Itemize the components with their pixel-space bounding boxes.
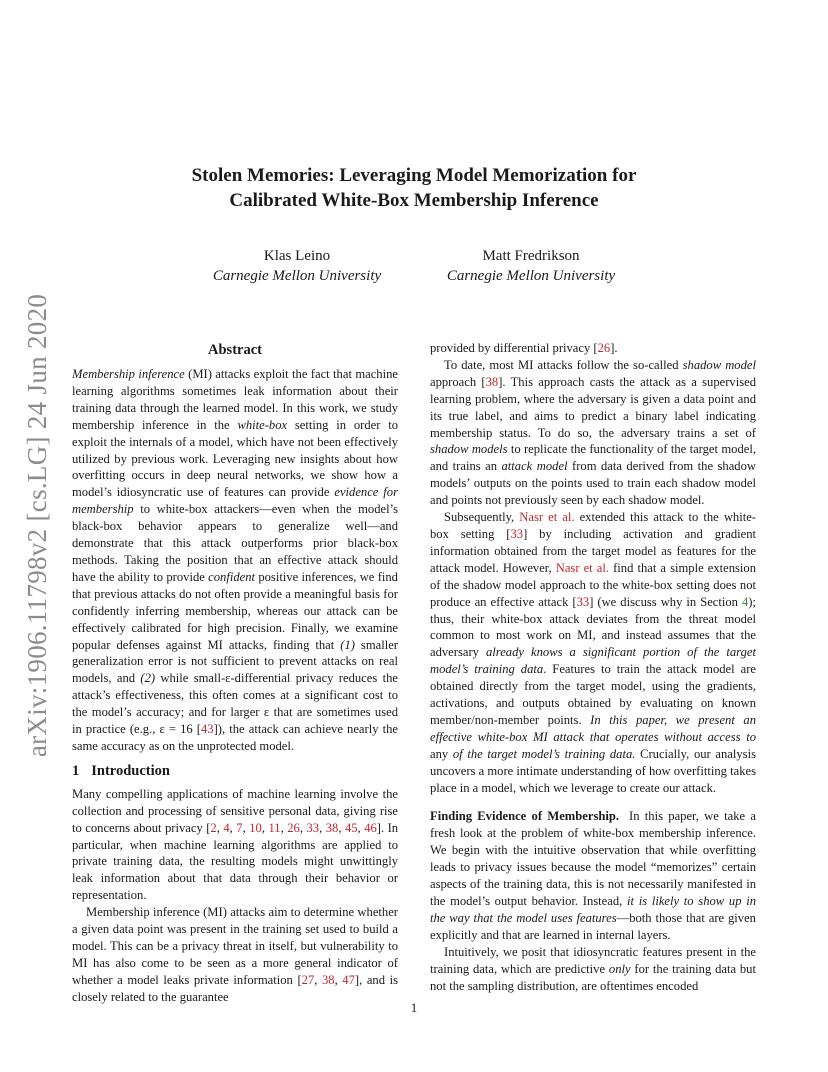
intro-paragraph-1: Many compelling applications of machine learning involve the collection and processing of sensitive personal data, giving rise to concerns about privacy [2, 4, 7, 10, 11, 26, 33, 38, 45, 46]. In particular, when machine learning algorithms are applied to private training data, the resulting models might unwittingly leak information about that data through their behavior or representation. (72, 786, 399, 903)
author-block-1 (182, 246, 412, 286)
title-line-1: Stolen Memories: Leveraging Model Memorization for (191, 165, 637, 186)
left-column (72, 340, 398, 1006)
citation-link[interactable]: 33 (306, 820, 320, 835)
citation-link[interactable]: 26 (287, 820, 300, 835)
title-line-2: Calibrated White-Box Membership Inference (229, 190, 599, 211)
citation-link[interactable]: 38 (321, 972, 335, 987)
whitebox-paragraph: Subsequently, Nasr et al. extended this attack to the white-box setting [33] by including activation and gradient information obtained from the target model as features for the attack model. However, Nasr et al. find that a simple extension of the shadow model approach to the white-box setting does not produce an effective attack [33] (we discuss why in Section 4); thus, their white-box attack deviates from the threat model common to most work on MI, and instead assumes that the adversary already knows a significant portion of the target model’s training data. Features to train the attack model are obtained directly from the target model, using the gradients, activations, and outputs obtained by evaluating on known member/non-member points. In this paper, we present an effective white-box MI attack that operates without access to any of the target model’s training data. Crucially, our analysis uncovers a more intimate understanding of how overfitting takes place in a model, which we leverage to create our attack. (430, 510, 757, 795)
citation-link[interactable]: 45 (344, 820, 358, 835)
arxiv-identifier: arXiv:1906.11798v2 [cs.LG] 24 Jun 2020 (22, 293, 53, 757)
citation-link[interactable]: 10 (249, 820, 262, 835)
abstract-text: Membership inference (MI) attacks exploit the fact that machine learning algorithms sometimes leak information about their training data through the learned model. In this work, we study membership inference in the white-box setting in order to exploit the internals of a model, which have not been effectively utilized by previous work. Leveraging new insights about how overfitting occurs in deep neural networks, we show how a model’s idiosyncratic use of features can provide evidence for membership to white-box attackers—even when the model’s black-box behavior appears to generalize well—and demonstrate that this attack outperforms prior black-box methods. Taking the position that an effective attack should have the ability to provide confident positive inferences, we find that previous attacks do not often provide a meaningful basis for confidently inferring membership, whereas our attack can be effectively calibrated for high precision. Finally, we examine popular defenses against MI attacks, finding that (1) smaller generalization error is not sufficient to prevent attacks on real models, and (2) while small-ε-differential privacy reduces the attack’s effectiveness, this often comes at a significant cost to the model’s accuracy; and for larger ε that are sometimes used in practice (e.g., ε = 16 [43]), the attack can achieve nearly the same accuracy as on the unprotected model. (72, 367, 399, 753)
author-name: Klas Leino (263, 248, 331, 264)
paper-title (100, 163, 728, 213)
citation-link[interactable]: 7 (236, 820, 243, 835)
citation-link[interactable]: 47 (342, 972, 355, 987)
citation-link[interactable]: 27 (301, 972, 315, 987)
author-name: Matt Fredrikson (482, 248, 580, 264)
intro-paragraph-2: Membership inference (MI) attacks aim to determine whether a given data point was present in the training set used to build a model. This can be a privacy threat in itself, but vulnerability to MI has also come to be seen as a more general indicator of whether a model leaks private information [27, 38, 47], and is closely related to the guarantee (72, 905, 398, 1004)
citation-link[interactable]: 43 (201, 722, 214, 737)
intuition-paragraph: Intuitively, we posit that idiosyncratic features present in the training data, which are predictive only for the training data but not the sampling distribution, are oftentimes encoded (430, 944, 756, 993)
citation-link[interactable]: Nasr et al. (555, 560, 609, 575)
paragraph-heading: Finding Evidence of Membership. (430, 809, 620, 824)
citation-link[interactable]: 26 (597, 341, 611, 355)
citation-link[interactable]: 33 (576, 594, 590, 609)
citation-link[interactable]: 33 (510, 526, 524, 541)
author-block-2 (416, 246, 646, 286)
author-affiliation: Carnegie Mellon University (446, 268, 616, 284)
abstract-heading: Abstract (208, 342, 262, 358)
continued-paragraph: provided by differential privacy [26]. (430, 341, 618, 355)
right-column (430, 340, 756, 994)
citation-link[interactable]: Nasr et al. (519, 510, 575, 525)
page-number: 1 (410, 1000, 418, 1015)
citation-link[interactable]: 38 (325, 820, 339, 835)
finding-evidence-paragraph (430, 808, 756, 943)
citation-link[interactable]: 38 (485, 374, 499, 389)
paragraph-body: In this paper, we take a fresh look at the problem of white-box membership inference. We begin with the intuitive observation that while overfitting leads to privacy issues because the model “memorizes” certain aspects of the training data, this is not necessarily manifested in the model’s output behavior. Instead, it is likely to show up in the way that the model uses features—both those that are given explicitly and that are learned in internal layers. (430, 809, 756, 942)
citation-link[interactable]: 46 (364, 820, 377, 835)
section-number: 1 (72, 762, 80, 779)
author-affiliation: Carnegie Mellon University (212, 268, 382, 284)
citation-link[interactable]: 11 (268, 820, 281, 835)
introduction-heading (72, 761, 398, 781)
citation-link[interactable]: 4 (223, 820, 230, 835)
section-ref-link[interactable]: 4 (742, 594, 749, 609)
shadow-model-paragraph: To date, most MI attacks follow the so-called shadow model approach [38]. This approach casts the attack as a supervised learning problem, where the adversary is given a data point and its true label, and aims to predict a binary label indicating membership status. To do so, the adversary trains a set of shadow models to replicate the functionality of the target model, and trains an attack model from data derived from the shadow models’ outputs on the points used to train each shadow model and points not previously seen by each shadow model. (430, 357, 756, 508)
citation-link[interactable]: 2 (210, 820, 217, 835)
section-title: Introduction (91, 762, 170, 779)
